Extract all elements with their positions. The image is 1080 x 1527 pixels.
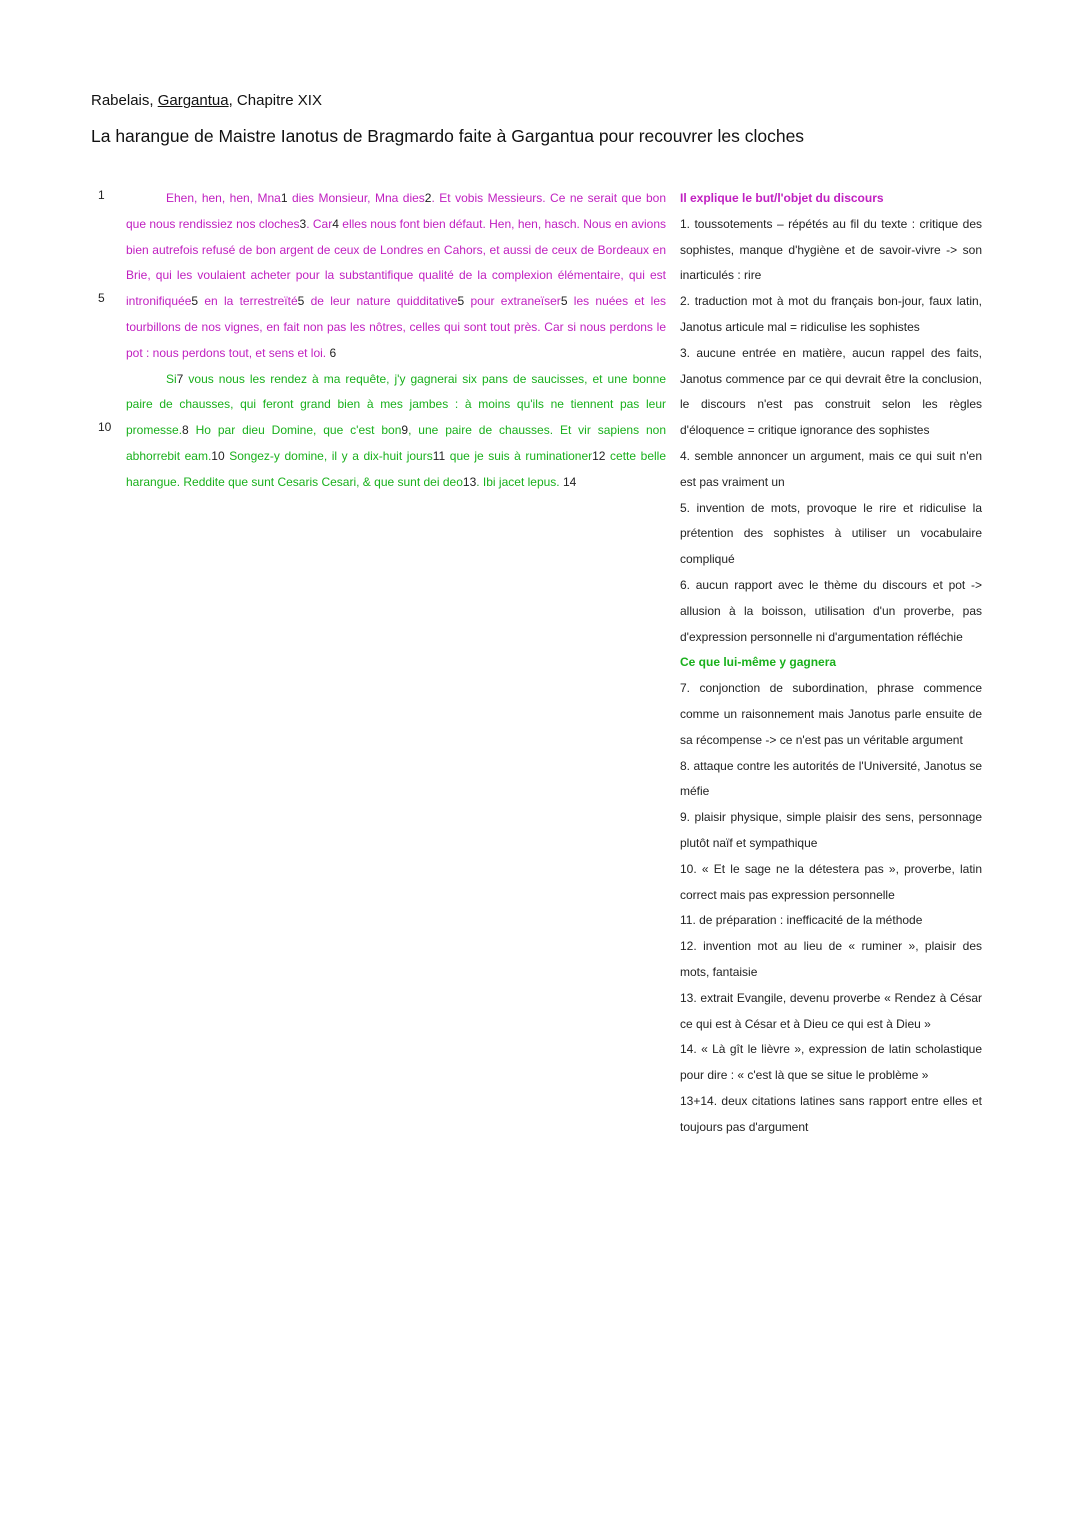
note-item: 13+14. deux citations latines sans rapport entre elles et toujours pas d'argument bbox=[680, 1093, 982, 1134]
note-item: 13. extrait Evangile, devenu proverbe « Rendez à César ce qui est à César et à Dieu ce qui est à Dieu » bbox=[680, 990, 982, 1031]
header-chapter: , Chapitre XIX bbox=[228, 92, 322, 109]
text-segment: Songez-y domine, il y a dix-huit jours bbox=[224, 448, 433, 463]
note-reference: 8 bbox=[182, 423, 189, 438]
text-segment: Ho par dieu Domine, que c'est bon bbox=[188, 423, 402, 438]
note-item: 5. invention de mots, provoque le rire et ridiculise la prétention des sophistes à utiliser un vocabulaire compliqué bbox=[680, 500, 982, 567]
note-reference: 13 bbox=[462, 474, 477, 489]
section-heading: Il explique le but/l'objet du discours bbox=[680, 191, 884, 205]
note-item: 14. « Là gît le lièvre », expression de latin scholastique pour dire : « c'est là que se situe le problème » bbox=[680, 1042, 982, 1083]
text-segment: , une paire de chausses. Et vir sapiens non abhorrebit eam. bbox=[126, 423, 666, 463]
note-item: 7. conjonction de subordination, phrase commence comme un raisonnement mais Janotus parle ensuite de sa récompense -> ce n'est pas un véritable argument bbox=[680, 681, 982, 747]
note-item: 11. de préparation : inefficacité de la méthode bbox=[680, 913, 923, 928]
note-reference: 11 bbox=[432, 448, 446, 463]
note-reference: 7 bbox=[176, 371, 184, 386]
note-reference: 4 bbox=[332, 216, 339, 231]
text-segment: dies Monsieur, Mna dies bbox=[287, 191, 425, 205]
note-reference: 5 bbox=[297, 294, 305, 309]
note-item: 9. plaisir physique, simple plaisir des sens, personnage plutôt naïf et sympathique bbox=[680, 810, 982, 850]
section-heading: Ce que lui-même y gagnera bbox=[680, 655, 837, 670]
note-item: 12. invention mot au lieu de « ruminer », plaisir des mots, fantaisie bbox=[680, 939, 982, 979]
note-reference: 5 bbox=[457, 294, 465, 309]
text-segment: . Car bbox=[306, 216, 333, 231]
note-reference: 9 bbox=[401, 423, 409, 438]
text-segment: Ehen, hen, hen, Mna bbox=[166, 191, 281, 205]
note-item: 2. traduction mot à mot du français bon-jour, faux latin, Janotus articule mal = ridiculise les sophistes bbox=[680, 294, 982, 334]
note-reference: 6 bbox=[326, 345, 337, 360]
note-reference: 5 bbox=[560, 294, 568, 309]
line-number-10: 10 bbox=[98, 420, 112, 434]
text-segment: vous nous les rendez à ma requête, j'y gagnerai six pans de saucisses, et une bonne paire de chausses, qui feront grand bien à mes jambes : à moins qu'ils ne tiennent pas leur promesse. bbox=[126, 371, 666, 438]
text-segment: elles nous font bien défaut. Hen, hen, hasch. Nous en avions bien autrefois refusé de bon argent de ceux de Londres en Cahors, et aussi de ceux de Bordeaux en Brie, qui les voulaient acheter pour la substantifique qualité de la complexion élémentaire, qui est intronifiquée bbox=[126, 216, 666, 309]
header-work: Gargantua bbox=[157, 92, 229, 109]
header-source bbox=[91, 92, 322, 109]
text-segment: cette belle harangue. Reddite que sunt Cesaris Cesari, & que sunt dei deo bbox=[126, 448, 666, 489]
note-reference: 14 bbox=[559, 474, 577, 489]
note-item: 1. toussotements – répétés au fil du texte : critique des sophistes, manque d'hygiène et de savoir-vivre -> son inarticulés : rire bbox=[680, 216, 982, 283]
note-item: 4. semble annoncer un argument, mais ce qui suit n'en est pas vraiment un bbox=[680, 448, 982, 489]
note-reference: 1 bbox=[280, 191, 288, 205]
header-author: Rabelais, bbox=[91, 92, 158, 109]
note-item: 10. « Et le sage ne la détestera pas », proverbe, latin correct mais pas expression personnelle bbox=[680, 861, 982, 902]
note-item: 8. attaque contre les autorités de l'Université, Janotus se méfie bbox=[680, 758, 982, 799]
text-segment: . Ibi jacet lepus. bbox=[476, 474, 560, 489]
note-reference: 12 bbox=[592, 448, 606, 463]
text-segment: en la terrestreïté bbox=[198, 294, 298, 309]
paragraph-2 bbox=[126, 367, 666, 496]
note-reference: 3 bbox=[299, 216, 307, 231]
text-segment: Si bbox=[166, 371, 177, 386]
text-segment: pour extraneïser bbox=[464, 294, 561, 309]
page-title: La harangue de Maistre Ianotus de Bragmardo faite à Gargantua pour recouvrer les cloches bbox=[91, 126, 805, 146]
text-segment: . Et vobis Messieurs. Ce ne serait que bon que nous rendissiez nos cloches bbox=[126, 191, 667, 231]
text-excerpt bbox=[126, 186, 666, 496]
paragraph-1 bbox=[126, 186, 666, 367]
note-item: 3. aucune entrée en matière, aucun rappel des faits, Janotus commence par ce qui devrait être la conclusion, le discours n'est pas construit selon les règles d'éloquence = critique ignorance des sophistes bbox=[680, 345, 982, 438]
text-segment: les nuées et les tourbillons de nos vignes, en fait non pas les nôtres, celles qui sont tout près. Car si nous perdons le pot : nous perdons tout, et sens et loi. bbox=[126, 294, 666, 360]
text-segment: de leur nature quidditative bbox=[304, 294, 458, 309]
note-reference: 10 bbox=[211, 448, 225, 463]
line-number-1: 1 bbox=[98, 188, 105, 202]
note-reference: 5 bbox=[191, 294, 199, 309]
note-reference: 2 bbox=[424, 191, 432, 205]
annotations-column bbox=[680, 186, 982, 1140]
text-segment: que je suis à ruminationer bbox=[445, 448, 593, 463]
line-number-5: 5 bbox=[98, 291, 105, 305]
note-item: 6. aucun rapport avec le thème du discours et pot -> allusion à la boisson, utilisation d'un proverbe, pas d'expression personnelle ni d'argumentation réfléchie bbox=[680, 577, 982, 644]
